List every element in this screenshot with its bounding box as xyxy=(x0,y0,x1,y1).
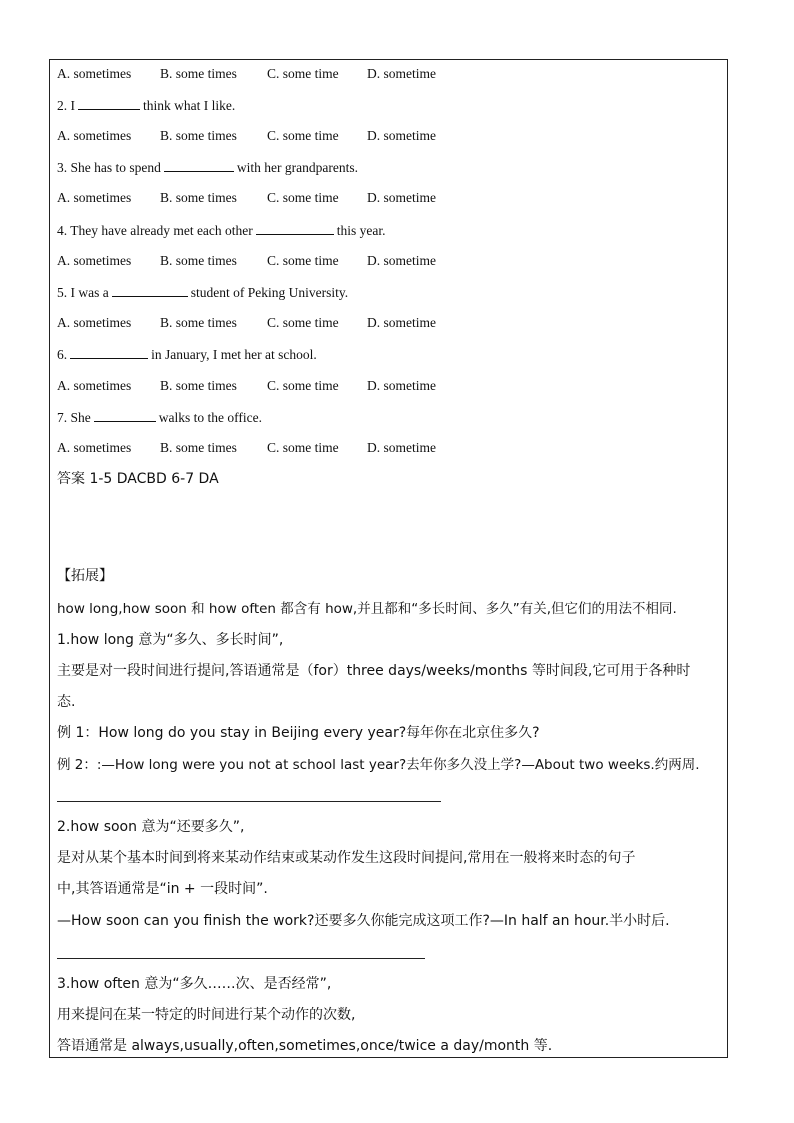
option-d: D. sometime xyxy=(367,128,436,143)
options-row-3 xyxy=(57,189,436,207)
option-d: D. sometime xyxy=(367,66,436,81)
options-row-6 xyxy=(57,377,436,395)
question-2-suffix: think what I like. xyxy=(143,98,236,113)
option-b: B. some times xyxy=(160,66,237,81)
options-row-1 xyxy=(57,65,436,83)
option-d: D. sometime xyxy=(367,440,436,455)
section-1-example-2: 例 2：:—How long were you not at school last year?去年你多久没上学?—About two weeks.约两周. xyxy=(57,757,700,773)
option-a: A. sometimes xyxy=(57,66,132,81)
question-5-prefix: 5. I was a xyxy=(57,285,109,300)
question-2-prefix: 2. I xyxy=(57,98,75,113)
option-b: B. some times xyxy=(160,315,237,330)
options-row-7 xyxy=(57,439,436,457)
section-2-text-cont: 中,其答语通常是“in + 一段时间”. xyxy=(57,881,268,897)
section-3-answers: 答语通常是 always,usually,often,sometimes,once/twice a day/month 等. xyxy=(57,1038,553,1054)
extension-heading: 【拓展】 xyxy=(57,568,113,584)
option-b: B. some times xyxy=(160,378,237,393)
option-c: C. some time xyxy=(267,315,339,330)
option-b: B. some times xyxy=(160,128,237,143)
content-frame xyxy=(49,59,728,1058)
option-a: A. sometimes xyxy=(57,253,132,268)
option-a: A. sometimes xyxy=(57,190,132,205)
options-row-4 xyxy=(57,252,436,270)
option-c: C. some time xyxy=(267,253,339,268)
option-b: B. some times xyxy=(160,253,237,268)
question-4-prefix: 4. They have already met each other xyxy=(57,223,253,238)
option-b: B. some times xyxy=(160,440,237,455)
option-c: C. some time xyxy=(267,190,339,205)
section-1-title: 1.how long 意为“多久、多长时间”, xyxy=(57,632,284,648)
question-6 xyxy=(57,345,317,364)
question-4 xyxy=(57,221,386,240)
question-3 xyxy=(57,158,358,177)
option-c: C. some time xyxy=(267,440,339,455)
answer-blank xyxy=(94,408,156,422)
option-c: C. some time xyxy=(267,66,339,81)
answer-blank xyxy=(112,283,188,297)
option-c: C. some time xyxy=(267,378,339,393)
option-c: C. some time xyxy=(267,128,339,143)
question-5-suffix: student of Peking University. xyxy=(190,285,349,300)
question-7 xyxy=(57,408,262,427)
options-row-2 xyxy=(57,127,436,145)
option-a: A. sometimes xyxy=(57,378,132,393)
option-a: A. sometimes xyxy=(57,128,132,143)
question-4-suffix: this year. xyxy=(336,223,386,238)
option-a: A. sometimes xyxy=(57,315,132,330)
separator-line xyxy=(57,958,425,959)
section-1-example-1: 例 1：How long do you stay in Beijing every year?每年你在北京住多久? xyxy=(57,725,540,741)
section-2-title: 2.how soon 意为“还要多久”, xyxy=(57,819,245,835)
answer-key: 答案 1-5 DACBD 6-7 DA xyxy=(57,471,219,487)
question-7-suffix: walks to the office. xyxy=(158,410,262,425)
section-2-example: —How soon can you finish the work?还要多久你能完成这项工作?—In half an hour.半小时后. xyxy=(57,913,670,929)
answer-blank xyxy=(70,345,148,359)
question-6-prefix: 6. xyxy=(57,347,68,362)
section-1-text: 主要是对一段时间进行提问,答语通常是（for）three days/weeks/months 等时间段,它可用于各种时 xyxy=(57,663,691,679)
option-b: B. some times xyxy=(160,190,237,205)
option-a: A. sometimes xyxy=(57,440,132,455)
question-3-prefix: 3. She has to spend xyxy=(57,160,161,175)
option-d: D. sometime xyxy=(367,190,436,205)
question-3-suffix: with her grandparents. xyxy=(236,160,358,175)
extension-intro: how long,how soon 和 how often 都含有 how,并且都和“多长时间、多久”有关,但它们的用法不相同. xyxy=(57,601,677,617)
section-2-text: 是对从某个基本时间到将来某动作结束或某动作发生这段时间提问,常用在一般将来时态的句子 xyxy=(57,850,636,866)
section-3-title: 3.how often 意为“多久……次、是否经常”, xyxy=(57,976,332,992)
answer-blank xyxy=(78,96,140,110)
question-6-suffix: in January, I met her at school. xyxy=(151,347,317,362)
question-5 xyxy=(57,283,348,302)
answer-blank xyxy=(256,221,334,235)
option-d: D. sometime xyxy=(367,253,436,268)
question-2 xyxy=(57,96,235,115)
options-row-5 xyxy=(57,314,436,332)
section-3-text: 用来提问在某一特定的时间进行某个动作的次数, xyxy=(57,1007,356,1023)
option-d: D. sometime xyxy=(367,315,436,330)
section-1-text-cont: 态. xyxy=(57,694,76,710)
option-d: D. sometime xyxy=(367,378,436,393)
question-7-prefix: 7. She xyxy=(57,410,91,425)
answer-blank xyxy=(164,158,234,172)
separator-line xyxy=(57,801,441,802)
